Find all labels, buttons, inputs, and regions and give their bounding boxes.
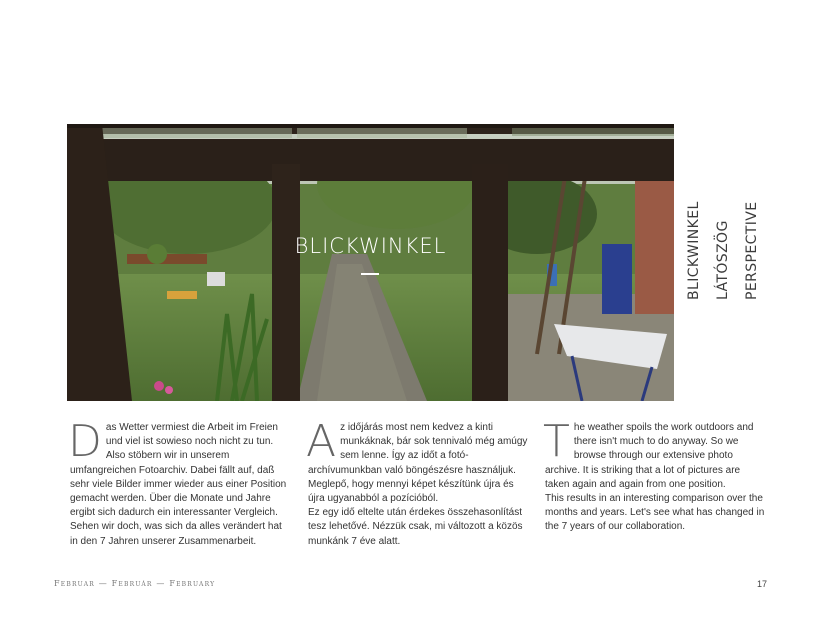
column-paragraph: as Wetter vermiest die Arbeit im Freien und viel ist sowieso noch nicht zu tun. Also stöbern wir in unserem umfangreichen Fotoarchiv. Dabei fällt auf, daß sehr viele Bilder immer wieder aus einer Position gemacht werden. Über die Monate und Jahre ergibt sich dadurch ein interessanter Vergleich. Sehen wir doch, was sich da alles verändert hat in den 7 Jahren unserer Zusammenarbeit. [70,422,287,547]
hero-photo [67,124,674,401]
hero-title: BLICKWINKEL [294,234,447,258]
side-label-hungarian: LÁTÓSZÖG [715,220,731,300]
text-column-english [543,416,767,535]
drop-cap: A [306,416,337,467]
column-paragraph-2: This results in an interesting comparison over the months and years. Let's see what has changed in the 7 years of our collaboration. [545,493,765,533]
side-label-german: BLICKWINKEL [686,201,702,300]
side-label-english: PERSPECTIVE [744,201,760,300]
garden-window-image [67,124,674,401]
page-number: 17 [757,579,768,589]
column-paragraph-2: Ez egy idő eltelte után érdekes összehasonlítást tesz lehetővé. Nézzük csak, mi változott a közös munkánk 7 éve alatt. [308,507,523,547]
column-paragraph: z időjárás most nem kedvez a kinti munkáknak, bár sok tennivaló még amúgy sem lenne. Így az időt a fotóarchívumunkban való böngészésre használjuk. Meglepő, hogy mennyi képet készítünk újra és újra ugyanabból a pozícióból. [308,422,528,505]
drop-cap: D [68,416,102,467]
column-paragraph: he weather spoils the work outdoors and there isn't much to do anyway. So we browse through our extensive photo archive. It is striking that a lot of pictures are taken again and again from one position. [545,422,754,490]
drop-cap: T [543,416,570,467]
hero-title-underline [361,273,379,275]
footer-month-label: Februar — Február — February [54,579,216,588]
text-column-hungarian [306,416,530,549]
text-column-german [68,416,292,549]
